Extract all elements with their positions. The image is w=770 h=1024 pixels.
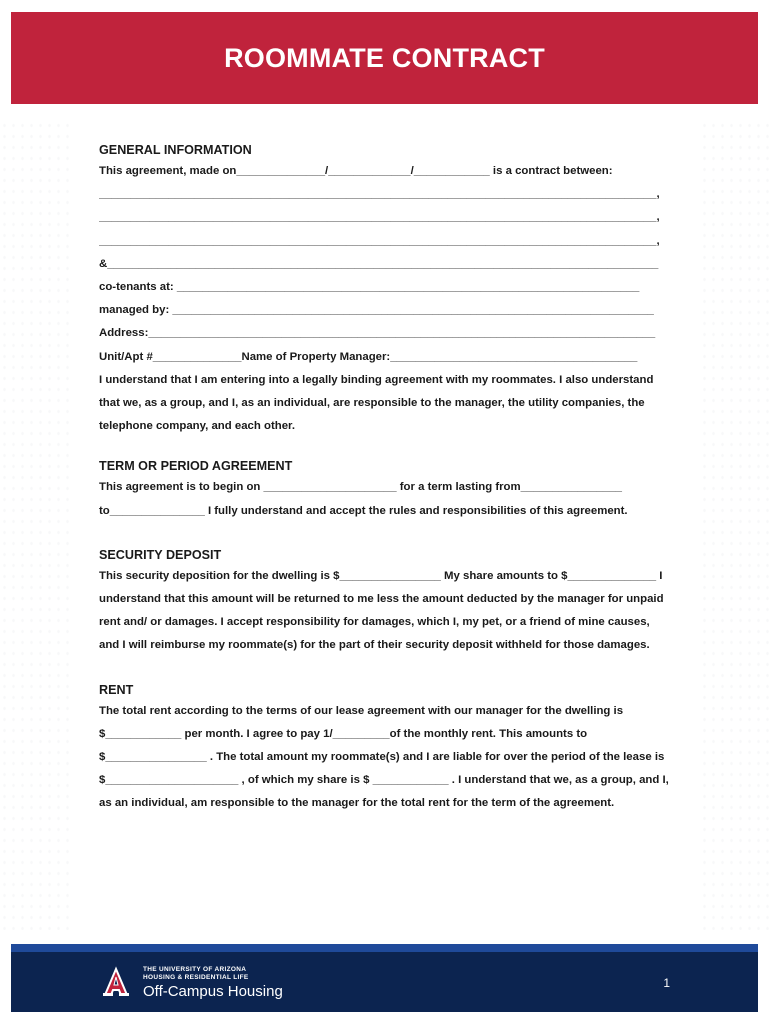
header-banner: [11, 12, 758, 104]
agreement-date-line[interactable]: This agreement, made on______________/_____________/____________ is a contract between:: [99, 165, 613, 177]
section-general-information: [99, 140, 671, 438]
document-title: ROOMMATE CONTRACT: [224, 42, 545, 73]
address-line[interactable]: Address:________________________________________________________________________________: [99, 327, 656, 340]
department-title: Off-Campus Housing: [143, 983, 283, 1000]
section-title-rent: RENT: [99, 682, 134, 697]
party-line-1[interactable]: ________________________________________________________________________________________,: [99, 188, 660, 201]
housing-dept-name: HOUSING & RESIDENTIAL LIFE: [143, 974, 249, 981]
section-title-term: TERM OR PERIOD AGREEMENT: [99, 459, 293, 474]
section-title-general: GENERAL INFORMATION: [99, 143, 252, 157]
university-name: THE UNIVERSITY OF ARIZONA: [143, 966, 247, 973]
section-rent: [99, 680, 671, 816]
section-term-agreement: [99, 456, 671, 522]
party-line-4[interactable]: &_______________________________________________________________________________________: [99, 257, 659, 270]
footer-stripe: [11, 944, 758, 952]
party-line-3[interactable]: ________________________________________________________________________________________,: [99, 234, 660, 247]
managed-by-line[interactable]: managed by: ____________________________________________________________________________: [99, 304, 654, 317]
footer-branding: [143, 966, 283, 1001]
section-title-deposit: SECURITY DEPOSIT: [99, 547, 222, 562]
decorative-pattern-left: [0, 120, 70, 930]
party-line-2[interactable]: ________________________________________________________________________________________,: [99, 211, 660, 224]
university-a-logo-icon: [100, 966, 132, 998]
rent-paragraph[interactable]: The total rent according to the terms of our lease agreement with our manager for the dwelling is $____________ per month. I agree to pay 1/_________of the monthly rent. This amounts to $________________ . The total amount my roommate(s) and I are liable for over the period of the lease is $_____________________ , of which my share is $ ____________ . I understand that we, as a group, and I, as an individual, am responsible to the manager for the total rent for the term of the agreement.: [99, 704, 669, 810]
document-body: [99, 140, 671, 816]
unit-manager-line[interactable]: Unit/Apt #______________Name of Property Manager:_______________________________________: [99, 350, 638, 363]
page-number: 1: [663, 976, 670, 990]
section-security-deposit: [99, 545, 671, 658]
deposit-paragraph[interactable]: This security deposition for the dwelling is $________________ My share amounts to $______________ I understand that this amount will be returned to me less the amount deducted by the manager for unpaid rent and/ or damages. I accept responsibility for damages, which I, my pet, or a friend of mine causes, and I will reimburse my roommate(s) for the part of their security deposit withheld for those damages.: [99, 569, 664, 652]
decorative-pattern-right: [700, 120, 770, 930]
footer: [11, 952, 758, 1012]
term-paragraph[interactable]: This agreement is to begin on _____________________ for a term lasting from________________ to_______________ I fully understand and accept the rules and responsibilities of this agreement.: [99, 481, 628, 517]
general-paragraph: I understand that I am entering into a legally binding agreement with my roommates. I also understand that we, as a group, and I, as an individual, are responsible to the manager, the utility companies, the telephone company, and each other.: [99, 373, 654, 433]
co-tenants-line[interactable]: co-tenants at: _________________________________________________________________________: [99, 281, 640, 294]
